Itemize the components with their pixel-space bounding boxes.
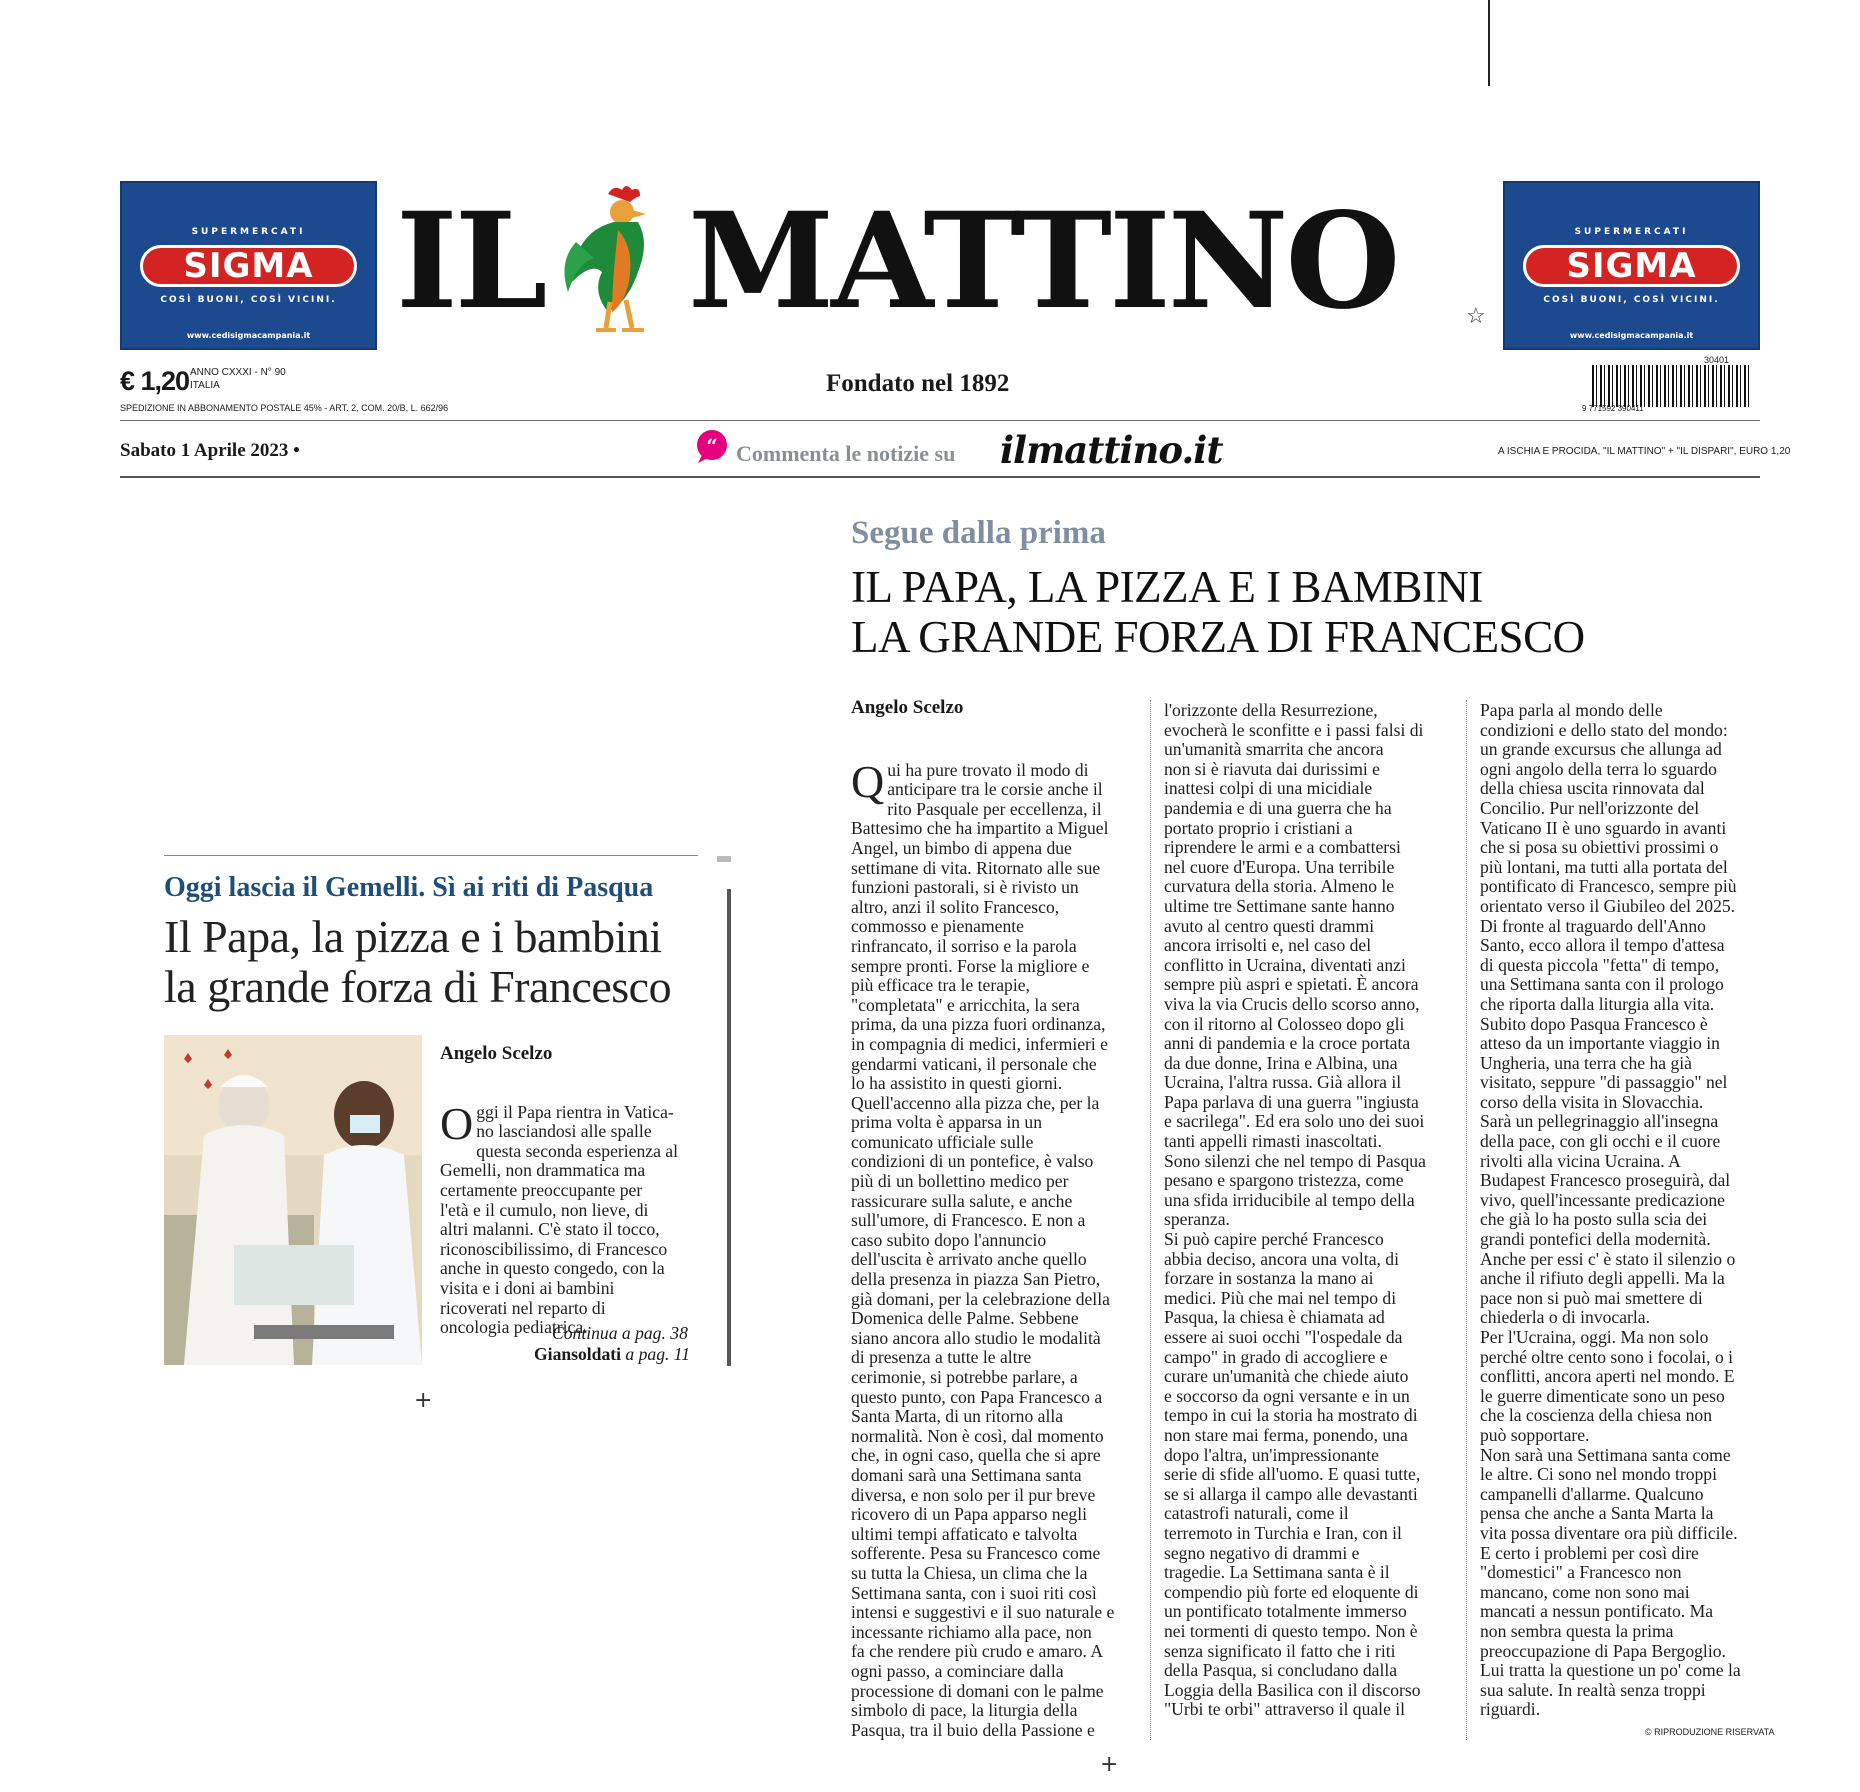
ad-tagline: COSÌ BUONI, COSÌ VICINI. (160, 295, 337, 305)
front-kicker: Oggi lascia il Gemelli. Sì ai riti di Pasqua (164, 872, 654, 903)
article-column-1 (851, 741, 1147, 1740)
postal-info: SPEDIZIONE IN ABBONAMENTO POSTALE 45% - ART. 2, COM. 20/B, L. 662/96 (120, 403, 449, 413)
ad-super-label: SUPERMERCATI (1574, 227, 1689, 237)
article-title-line-2: LA GRANDE FORZA DI FRANCESCO (851, 612, 1585, 662)
front-body (440, 1083, 702, 1338)
article-author: Angelo Scelzo (851, 697, 964, 718)
price: € 1,20 (120, 366, 190, 396)
ad-url: www.cedisigmacampania.it (186, 331, 311, 340)
related-page: a pag. 11 (625, 1344, 691, 1364)
issue-date: Sabato 1 Aprile 2023 • (120, 440, 300, 461)
dropcap: Q (851, 755, 885, 807)
article-column-2: l'orizzonte della Resurrezione, evocherà le sconfitte e i passi falsi di un'umanità smarrita che ancora non si è riavuta dai durissimi e inattesi colpi di una micidiale pandemia e di una guerra che ha portato proprio i cristiani a riprendere le armi e a combattersi nel cuore d'Europa. Una terribile curvatura della storia. Almeno le ultime tre Settimane sante hanno avuto al centro questi drammi ancora irrisolti e, nel caso del conflitto in Ucraina, diventati anzi sempre più aspri e spietati. È ancora viva la via Crucis dello scorso anno, con il ritorno al Colosseo dopo gli anni di pandemia e la croce portata da due donne, Irina e Albina, una Ucraina, l'altra russa. Già allora il Papa parlava di una guerra "ingiusta e sacrilega". Ed era solo uno dei suoi tanti appelli rimasti inascoltati. Sono silenzi che nel tempo di Pasqua pesano e spargono tristezza, come una sfida irriducibile al tempo della speranza. Si può capire perché Francesco abbia deciso, ancora una volta, di forzare in sostanza la mano ai medici. Più che mai nel tempo di Pasqua, la chiesa è chiamata ad essere ai suoi occhi "l'ospedale da campo" in grado di accogliere e curare un'umanità che chiede aiuto e soccorso da ogni versante e in un tempo in cui la storia ha mostrato di non stare mai ferma, ponendo, una dopo l'altra, un'impressionante serie di sfide all'uomo. E quasi tutte, se si allarga il campo alle devastanti catastrofi naturali, come il terremoto in Turchia e Iran, con il segno negativo di drammi e tragedie. La Settimana santa è il compendio più forte ed eloquente di un pontificato totalmente immerso nei tormenti di questo tempo. Non è senza significato il fatto che i riti della Pasqua, si concludano dalla Loggia della Basilica con il discorso "Urbi te orbi" attraverso il quale il (1164, 700, 1426, 1720)
article-title-line-1: IL PAPA, LA PIZZA E I BAMBINI (851, 562, 1483, 612)
masthead-rule-top (120, 420, 1760, 421)
issue-country: ITALIA (190, 380, 220, 391)
front-headline-line-2: la grande forza di Francesco (164, 961, 672, 1012)
ad-super-label: SUPERMERCATI (191, 227, 306, 237)
masthead-rule-bottom (120, 476, 1760, 478)
column-separator (1150, 700, 1151, 1740)
barcode-icon (1592, 365, 1750, 407)
crop-mark-icon: + (1100, 1752, 1119, 1777)
crop-mark-top (1488, 0, 1490, 86)
article-kicker: Segue dalla prima (851, 515, 1106, 551)
front-body-text: ggi il Papa rientra in Vatica- no lasciandosi alle spalle questa seconda esperienza al Gemelli, non drammatica ma certamente preoccupante per l'età e il cumulo, non lieve, di altri malanni. C'è stato il tocco, riconoscibilissimo, di Francesco anche in questo congedo, con la visita e i doni ai bambini ricoverati nel reparto di oncologia pediatrica. (440, 1101, 678, 1338)
ad-banner-right[interactable] (1503, 181, 1760, 350)
copyright-note: © RIPRODUZIONE RISERVATA (1645, 1727, 1775, 1737)
ischia-price-note: A ISCHIA E PROCIDA, "IL MATTINO" + "IL DISPARI", EURO 1,20 (1498, 446, 1791, 457)
founded-label: Fondato nel 1892 (826, 370, 1010, 397)
front-headline-line-1: Il Papa, la pizza e i bambini (164, 911, 662, 962)
dropcap: O (440, 1097, 474, 1149)
ad-tagline: COSÌ BUONI, COSÌ VICINI. (1543, 295, 1720, 305)
related-author: Giansoldati (534, 1344, 622, 1364)
ad-brand-logo: SIGMA (140, 245, 357, 287)
continue-link[interactable]: Continua a pag. 38 (552, 1323, 688, 1343)
column-text: ui ha pure trovato il modo di anticipare tra le corsie anche il rito Pasquale per eccellenza, il Battesimo che ha impartito a Miguel Angel, un bimbo di appena due settimane di vita. Ritornato alle sue funzioni pastorali, si è rivisto un altro, anzi il solito Francesco, commosso e pienamente rinfrancato, il sorriso e la parola sempre pronti. Forse la migliore e più efficace tra le terapie, "completata" e arricchita, la sera prima, da una pizza fuori ordinanza, in compagnia di medici, infermieri e gendarmi vaticani, il personale che lo ha assistito in questi giorni. Quell'accenno alla pizza che, per la prima volta è apparsa in un comunicato ufficiale sulle condizioni di un pontefice, è valso più di un bollettino medico per rassicurare sulla salute, e anche sull'umore, di Francesco. E non a caso subito dopo l'annuncio dell'uscita è arrivato anche quello della presenza in piazza San Pietro, già domani, per la celebrazione della Domenica delle Palme. Sebbene siano ancora allo studio le modalità di presenza a tutte le altre cerimonie, si potrebbe parlare, a questo punto, con Papa Francesco a Santa Marta, di un ritorno alla normalità. Non è così, dal momento che, in ogni caso, quella che si apre domani sarà una Settimana santa diversa, e non solo per il pur breve ricovero di un Papa apparso negli ultimi tempi affaticato e talvolta sofferente. Pesa su Francesco come su tutta la Chiesa, un clima che la Settimana santa, con i suoi riti così intensi e suggestivi e il suo naturale e incessante richiamo alla pace, non fa che rendere più crudo e amaro. A ogni passo, a cominciare dalla processione di domani con le palme simbolo di pace, la liturgia della Pasqua, tra il buio della Passione e (851, 759, 1115, 1740)
front-author: Angelo Scelzo (440, 1043, 553, 1064)
ad-brand-logo: SIGMA (1523, 245, 1740, 287)
site-link[interactable]: ilmattino.it (1000, 428, 1223, 472)
ad-banner-left[interactable] (120, 181, 377, 350)
article-column-3: Papa parla al mondo delle condizioni e dello stato del mondo: un grande excursus che allunga ad ogni angolo della terra lo sguardo della chiesa uscita rinnovata dal Concilio. Pur nell'orizzonte del Vaticano II è uno sguardo in avanti che si posa su obiettivi prossimi o più lontani, ma tutti alla portata del pontificato di Francesco, sempre più orientato verso il Giubileo del 2025. Di fronte al traguardo dell'Anno Santo, ecco allora il tempo d'attesa di questa piccola "fetta" di tempo, una Settimana santa con il prologo che riporta dalla liturgia alla vita. Subito dopo Pasqua Francesco è atteso da un importante viaggio in Ungheria, una terra che ha già visitato, seppure "di passaggio" nel corso della visita in Slovacchia. Sarà un pellegrinaggio all'insegna della pace, con gli occhi e il cuore rivolti alla vicina Ucraina. A Budapest Francesco proseguirà, dal vivo, quell'incessante predicazione che già lo ha posto sulla scia dei grandi pontefici della modernità. Anche per essi c' è stato il silenzio o anche il rifiuto degli appelli. Ma la pace non si può mai smettere di chiederla o di invocarla. Per l'Ucraina, oggi. Ma non solo perché oltre cento sono i focolai, o i conflitti, ancora aperti nel mondo. E le guerre dimenticate sono un peso che la coscienza della chiesa non può sopportare. Non sarà una Settimana santa come le altre. Ci sono nel mondo troppi campanelli d'allarme. Qualcuno pensa che anche a Santa Marta la vita possa diventare ora più difficile. E certo i problemi per così dire "domestici" a Francesco non mancano, come non sono mai mancati a nessun pontificato. Ma non sembra questa la prima preoccupazione di Papa Bergoglio. Lui tratta la questione un po' come la sua salute. In realtà senza troppi riguardi. (1480, 700, 1741, 1720)
barcode-number: 9 771592 390411 (1582, 404, 1644, 413)
column-separator (1466, 700, 1467, 1740)
comment-bubble-icon (694, 429, 730, 463)
front-box-rule (164, 855, 698, 856)
barcode-top-number: 30401 (1704, 355, 1730, 365)
star-icon: ☆ (1466, 304, 1486, 329)
masthead-title-left: IL (396, 184, 545, 339)
ad-url: www.cedisigmacampania.it (1569, 331, 1694, 340)
pope-visit-photo (164, 1035, 422, 1365)
front-box-marker (717, 856, 731, 862)
rooster-logo-icon (556, 182, 686, 338)
svg-text:“: “ (706, 434, 718, 458)
related-reference[interactable] (534, 1344, 690, 1365)
masthead-title-right: MATTINO (688, 184, 1398, 339)
issue-number: ANNO CXXXI - N° 90 (190, 367, 286, 378)
comment-prompt: Commenta le notizie su (736, 441, 956, 466)
front-box-sidebar-rule (727, 889, 731, 1366)
crop-mark-icon: + (414, 1388, 433, 1413)
